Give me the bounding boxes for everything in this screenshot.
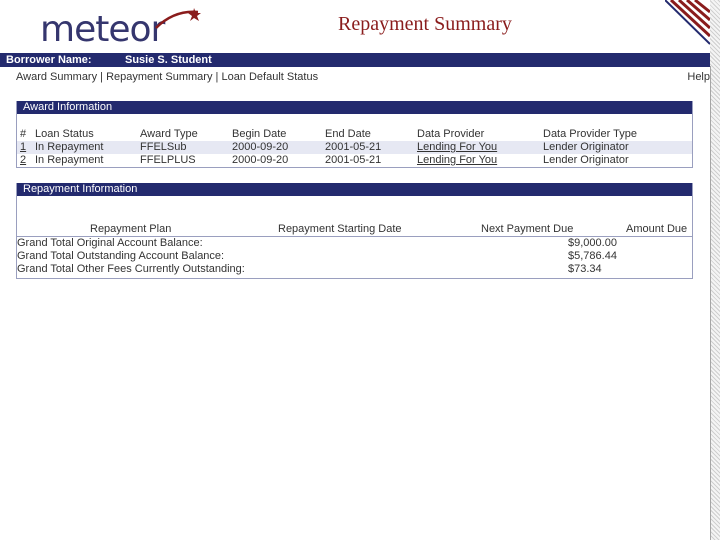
row-number-link[interactable]: 2 [20, 154, 27, 166]
col-header-award-type: Award Type [140, 128, 198, 140]
col-header-data-provider-type: Data Provider Type [543, 128, 637, 140]
repayment-table-header [17, 196, 692, 236]
logo-wordmark: meteor [40, 9, 165, 50]
loan-status-cell: In Repayment [35, 154, 104, 166]
corner-stripes-decoration [665, 0, 710, 52]
borrower-label: Borrower Name: [6, 54, 92, 66]
col-header-number: # [20, 128, 27, 140]
help-link[interactable]: Help [687, 71, 710, 83]
nav-separator: | [100, 71, 104, 83]
total-label: Grand Total Original Account Balance: [17, 237, 203, 249]
end-date-cell: 2001-05-21 [325, 154, 382, 166]
award-type-cell: FFELPLUS [140, 154, 196, 166]
award-type-cell: FFELSub [140, 141, 187, 153]
table-row[interactable] [17, 141, 692, 154]
logo-star-icon [154, 4, 204, 30]
total-value: $73.34 [568, 263, 602, 275]
col-header-amount-due: Amount Due [626, 223, 688, 235]
total-row [17, 250, 692, 263]
col-header-data-provider: Data Provider [417, 128, 485, 140]
col-header-next-payment-due: Next Payment Due [481, 223, 574, 235]
total-row [17, 263, 692, 276]
meteor-logo [40, 4, 180, 52]
nav-loan-default-status[interactable]: Loan Default Status [221, 71, 319, 83]
loan-status-cell: In Repayment [35, 141, 104, 153]
row-number-link[interactable]: 1 [20, 141, 27, 153]
content-divider [710, 66, 711, 540]
end-date-cell: 2001-05-21 [325, 141, 382, 153]
col-header-repayment-starting-date: Repayment Starting Date [278, 223, 402, 235]
award-table-header [17, 128, 692, 141]
total-value: $9,000.00 [568, 237, 617, 249]
nav-repayment-summary[interactable]: Repayment Summary [106, 71, 213, 83]
data-provider-type-cell: Lender Originator [543, 154, 629, 166]
right-scrollbar[interactable] [710, 0, 720, 540]
data-provider-type-cell: Lender Originator [543, 141, 629, 153]
page-title: Repayment Summary [338, 13, 512, 35]
begin-date-cell: 2000-09-20 [232, 154, 289, 166]
award-information-panel [16, 101, 693, 168]
nav-award-summary[interactable]: Award Summary [16, 71, 98, 83]
begin-date-cell: 2000-09-20 [232, 141, 289, 153]
col-header-end-date: End Date [325, 128, 371, 140]
data-provider-link[interactable]: Lending For You [417, 141, 498, 153]
data-provider-link[interactable]: Lending For You [417, 154, 498, 166]
total-label: Grand Total Outstanding Account Balance: [17, 250, 225, 262]
award-information-title: Award Information [17, 101, 692, 114]
borrower-bar [0, 53, 710, 67]
col-header-loan-status: Loan Status [35, 128, 94, 140]
page-navigation [16, 71, 318, 83]
nav-separator: | [215, 71, 219, 83]
col-header-repayment-plan: Repayment Plan [90, 223, 172, 235]
repayment-information-title: Repayment Information [17, 183, 692, 196]
total-row [17, 237, 692, 250]
col-header-begin-date: Begin Date [232, 128, 287, 140]
borrower-name: Susie S. Student [125, 54, 212, 66]
total-label: Grand Total Other Fees Currently Outstanding: [17, 263, 245, 275]
table-row[interactable] [17, 154, 692, 167]
repayment-information-panel [16, 183, 693, 279]
total-value: $5,786.44 [568, 250, 617, 262]
